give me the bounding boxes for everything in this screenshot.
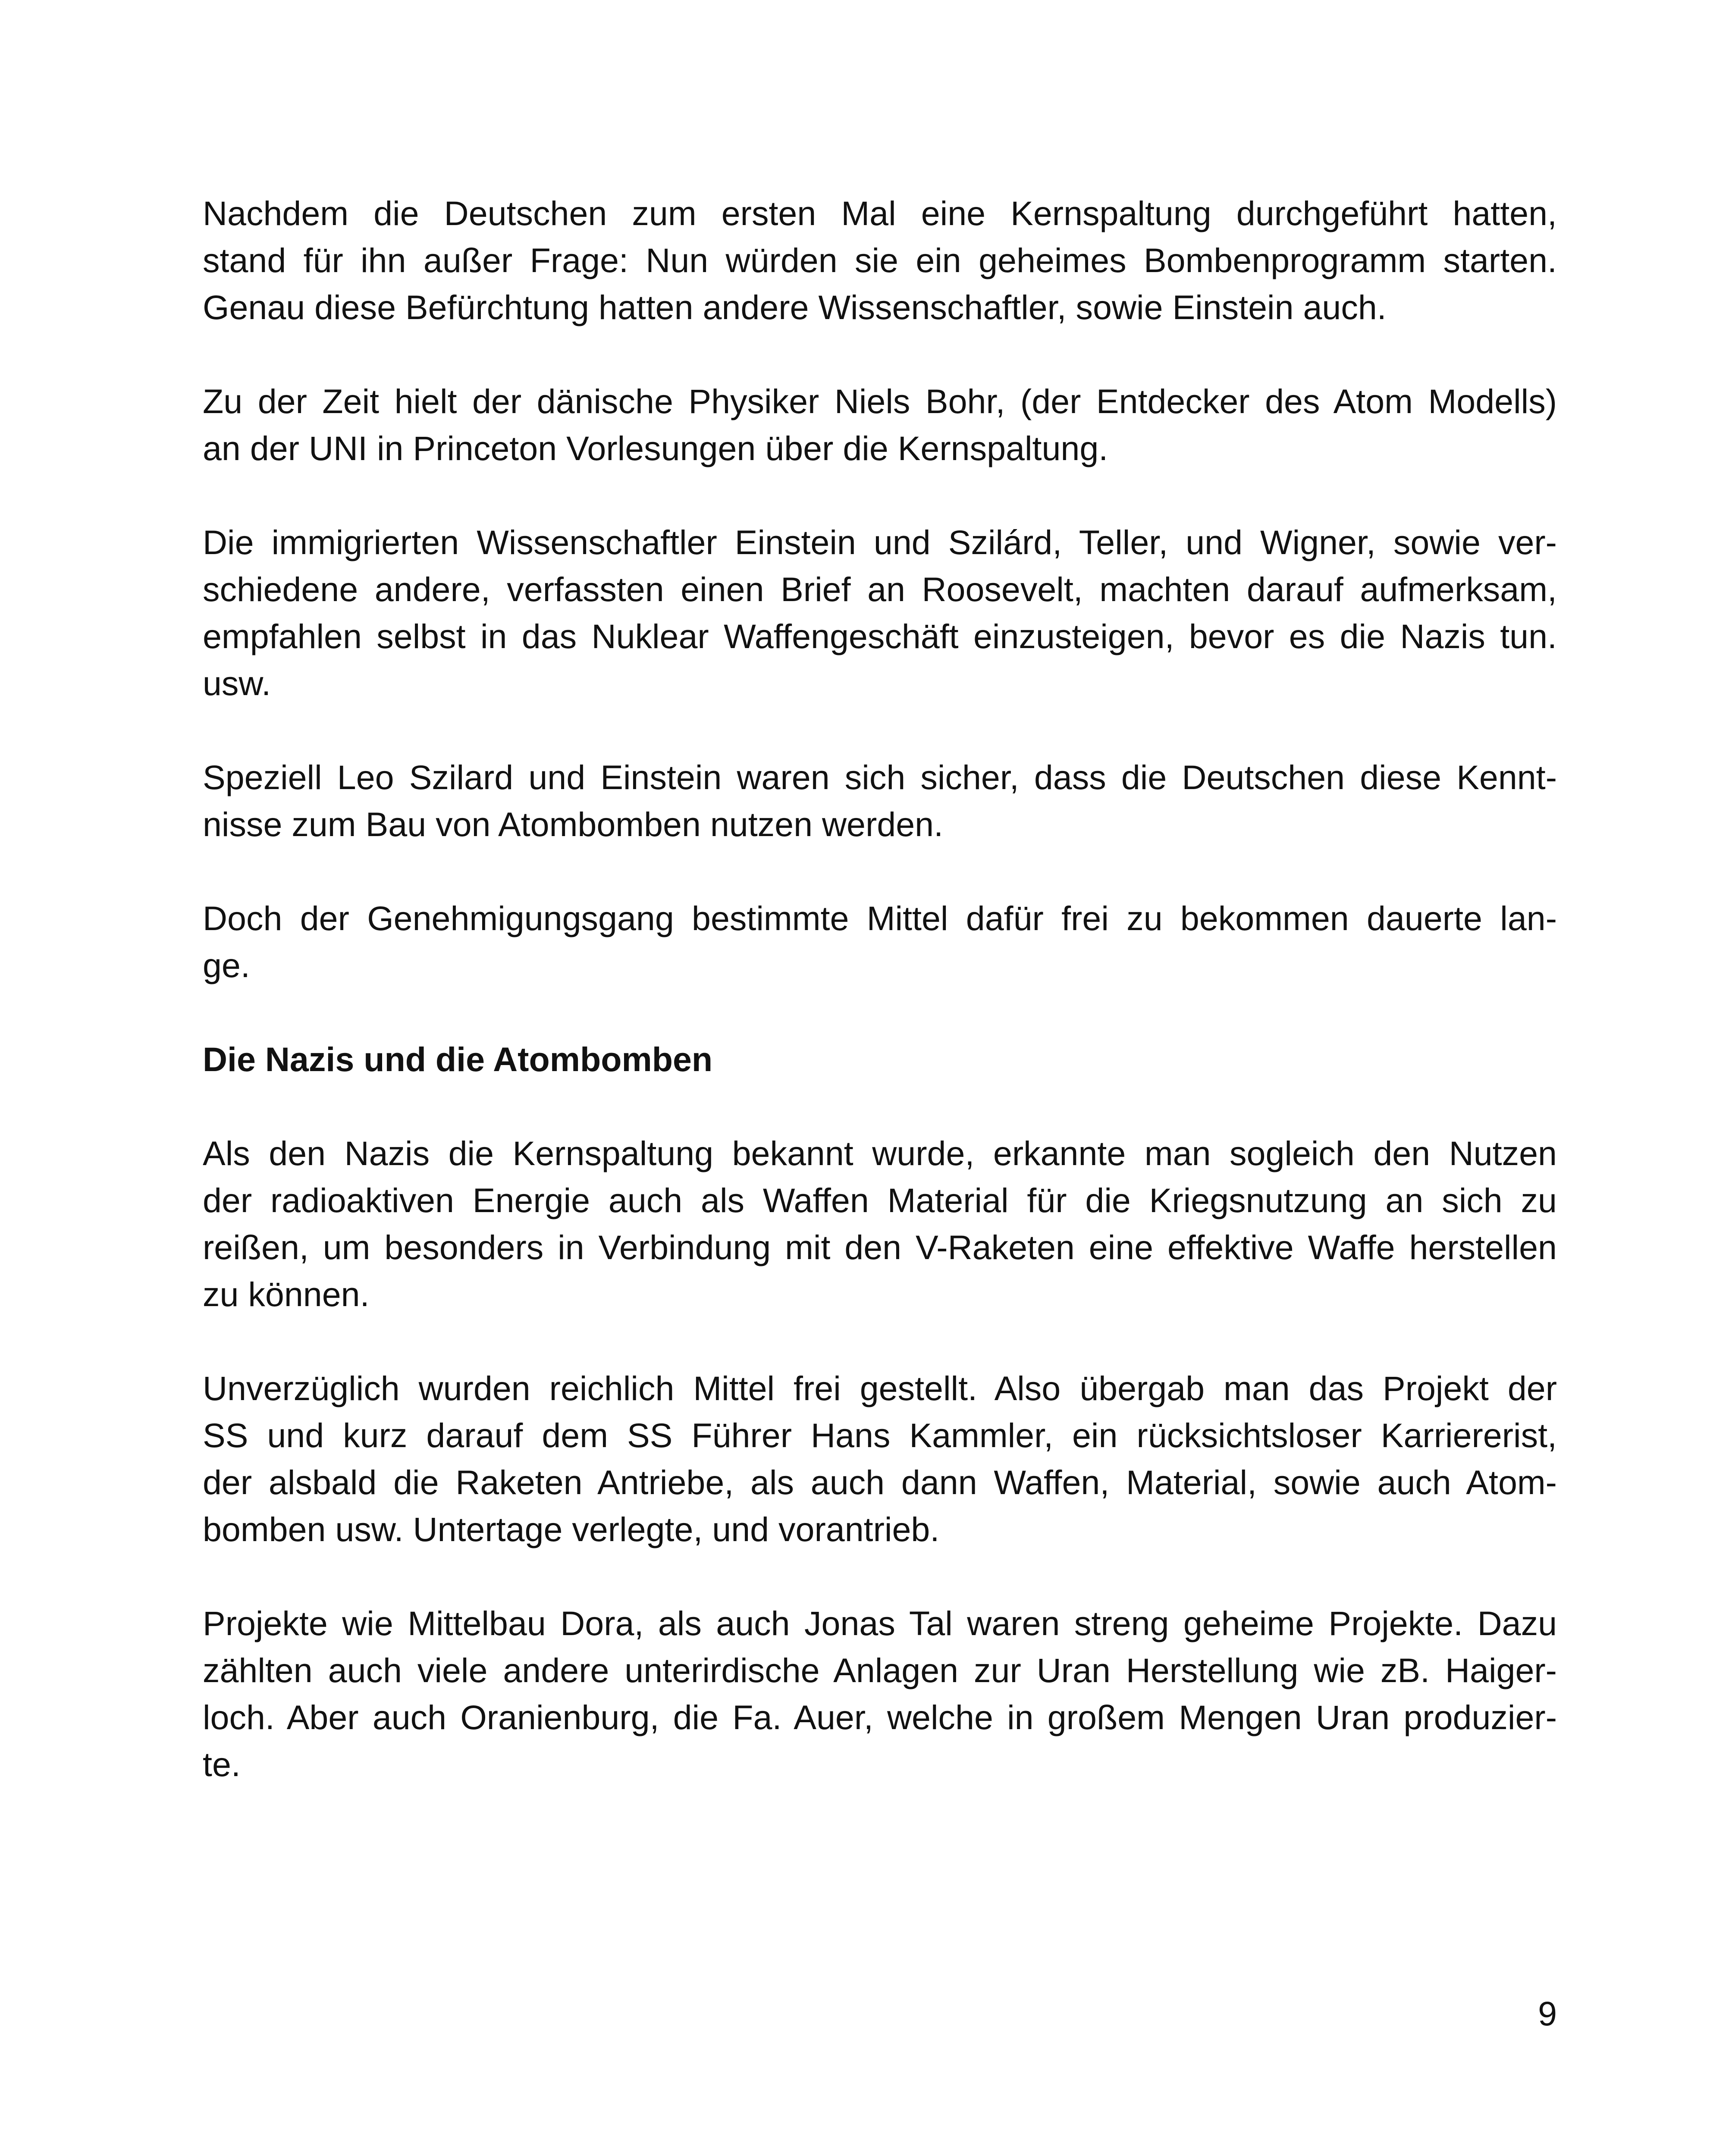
paragraph-line: schiedene andere, verfassten einen Brief an Roosevelt, machten darauf aufmerksam, xyxy=(203,570,1557,608)
paragraph-line: loch. Aber auch Oranienburg, die Fa. Auer, welche in großem Mengen Uran produzier- xyxy=(203,1698,1557,1736)
paragraph-7 xyxy=(203,1365,1557,1553)
paragraph-line: Nachdem die Deutschen zum ersten Mal eine Kernspaltung durchgeführt hatten, xyxy=(203,194,1557,232)
paragraph-line: Speziell Leo Szilard und Einstein waren sich sicher, dass die Deutschen diese Kennt- xyxy=(203,758,1557,796)
paragraph-line: SS und kurz darauf dem SS Führer Hans Kammler, ein rücksichtsloser Karriererist, xyxy=(203,1416,1557,1454)
paragraph-line: Unverzüglich wurden reichlich Mittel frei gestellt. Also übergab man das Projekt der xyxy=(203,1369,1557,1407)
paragraph-line: Genau diese Befürchtung hatten andere Wissenschaftler, sowie Einstein auch. xyxy=(203,288,1387,326)
paragraph-line: Die immigrierten Wissenschaftler Einstein und Szilárd, Teller, und Wigner, sowie ver- xyxy=(203,523,1557,561)
section-heading: Die Nazis und die Atombomben xyxy=(203,1040,713,1078)
paragraph-1 xyxy=(203,190,1557,331)
paragraph-line: zählten auch viele andere unterirdische Anlagen zur Uran Herstellung wie zB. Haiger- xyxy=(203,1651,1557,1689)
paragraph-4 xyxy=(203,754,1557,848)
paragraph-line: ge. xyxy=(203,946,250,984)
paragraph-line: nisse zum Bau von Atombomben nutzen werden. xyxy=(203,805,944,843)
page-number: 9 xyxy=(1538,1994,1557,2033)
paragraph-line: empfahlen selbst in das Nuklear Waffengeschäft einzusteigen, bevor es die Nazis tun. xyxy=(203,617,1557,655)
paragraph-line: Zu der Zeit hielt der dänische Physiker Niels Bohr, (der Entdecker des Atom Modells) xyxy=(203,382,1557,420)
paragraph-2 xyxy=(203,378,1557,472)
paragraph-8 xyxy=(203,1600,1557,1788)
paragraph-6 xyxy=(203,1130,1557,1318)
paragraph-line: der radioaktiven Energie auch als Waffen Material für die Kriegsnutzung an sich zu xyxy=(203,1181,1557,1219)
paragraph-line: an der UNI in Princeton Vorlesungen über die Kernspaltung. xyxy=(203,429,1108,467)
paragraph-line: usw. xyxy=(203,664,271,702)
paragraph-line: reißen, um besonders in Verbindung mit den V-Raketen eine effektive Waffe herstellen xyxy=(203,1228,1557,1266)
paragraph-line: der alsbald die Raketen Antriebe, als auch dann Waffen, Material, sowie auch Atom- xyxy=(203,1463,1557,1501)
paragraph-line: zu können. xyxy=(203,1275,370,1313)
paragraph-line: Als den Nazis die Kernspaltung bekannt wurde, erkannte man sogleich den Nutzen xyxy=(203,1134,1557,1172)
paragraph-5 xyxy=(203,895,1557,989)
paragraph-line: bomben usw. Untertage verlegte, und vorantrieb. xyxy=(203,1510,940,1548)
paragraph-line: Doch der Genehmigungsgang bestimmte Mittel dafür frei zu bekommen dauerte lan- xyxy=(203,899,1557,937)
paragraph-line: Projekte wie Mittelbau Dora, als auch Jonas Tal waren streng geheime Projekte. Dazu xyxy=(203,1604,1557,1642)
paragraph-line: te. xyxy=(203,1745,241,1783)
page-body xyxy=(203,190,1557,1835)
paragraph-3 xyxy=(203,519,1557,707)
paragraph-line: stand für ihn außer Frage: Nun würden sie ein geheimes Bombenprogramm starten. xyxy=(203,241,1557,279)
